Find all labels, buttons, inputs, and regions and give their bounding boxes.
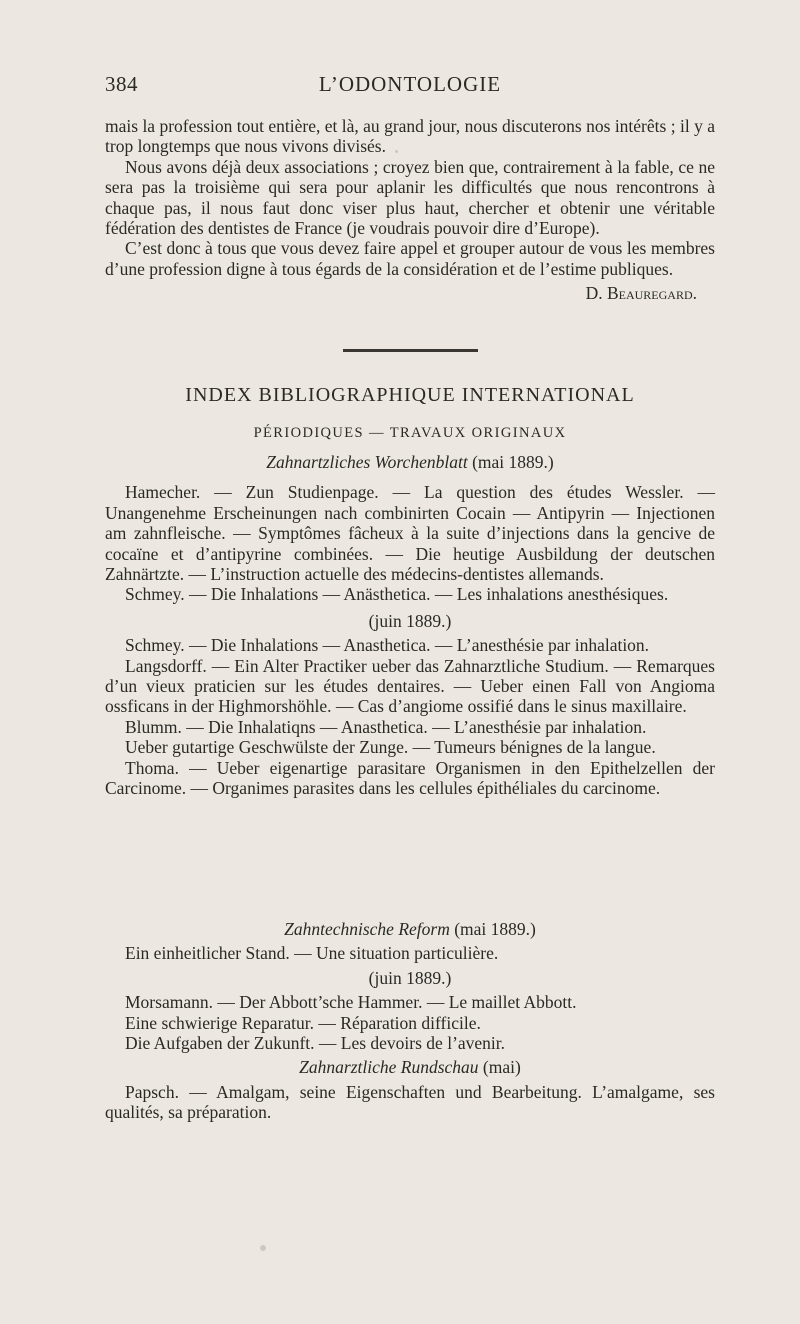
page-header [105,72,715,100]
journal-title: Zahnartzliches Worchenblatt [266,452,468,472]
entry: Langsdorff. — Ein Alter Practiker ueber das Zahnarztliche Studium. — Remarques d’un vieux praticien sur les études dentaires. — Ueber einen Fall von Angioma ossficans in der Highmorshöhle. — Cas d’angiome ossifié dans le sinus maxillaire. [105,655,715,717]
entry: Hamecher. — Zun Studienpage. — La question des études Wessler. — Unangenehme Erscheinungen nach combinirten Cocain — Antipyrin — Injectionen am zahnfleische. — Symptômes fâcheux à la suite d’injections dans la gencive de cocaïne et d’antipyrine combinées. — Die heutige Ausbildung der deutschen Zahnärtzte. — L’instruction actuelle des médecins-dentistes allemands. [105,482,715,585]
entry: Papsch. — Amalgam, seine Eigenschaften und Bearbeitung. L’amalgame, ses qualités, sa préparation. [105,1081,715,1123]
intro-text [105,116,715,304]
entry: Morsamann. — Der Abbott’sche Hammer. — Le maillet Abbott. [125,992,577,1013]
section-divider [343,349,478,352]
entry: Die Aufgaben der Zukunft. — Les devoirs de l’avenir. [125,1033,506,1054]
entry: Thoma. — Ueber eigenartige parasitare Organismen in den Epithelzellen der Carcinome. — Organimes parasites dans les cellules épithéliales du carcinome. [105,757,715,799]
entry: Ueber gutartige Geschwülste der Zunge. — Tumeurs bénignes de la langue. [125,737,656,758]
intro-paragraph: Nous avons déjà deux associations ; croyez bien que, contrairement à la fable, ce ne sera pas la troisième qui sera pour aplanir les difficultés que nous rencontrons à chaque pas, il nous faut donc viser plus haut, chercher et obtenir une véritable fédération des dentistes de France (je voudrais pouvoir dire d’Europe). [105,156,715,239]
intro-paragraph: mais la profession tout entière, et là, au grand jour, nous discuterons nos intérêts ; il y a trop longtemps que nous vivons divisés. [105,116,715,157]
index-heading: INDEX BIBLIOGRAPHIQUE INTERNATIONAL [185,384,635,406]
index-subheading: PÉRIODIQUES — TRAVAUX ORIGINAUX [253,425,567,441]
journal-date: (mai) [482,1057,521,1078]
running-title: L’ODONTOLOGIE [318,72,502,96]
journal-date: (mai 1889.) [472,452,554,472]
entry: Eine schwierige Reparatur. — Réparation difficile. [125,1012,481,1033]
journal-section-1 [105,452,715,799]
page-number: 384 [105,72,138,96]
intro-paragraph: C’est donc à tous que vous devez faire appel et grouper autour de vous les membres d’une profession digne à tous égards de la considération et de l’estime publiques. [105,238,715,279]
paper-spot [260,1245,266,1251]
entry: Ein einheitlicher Stand. — Une situation particulière. [125,943,499,964]
entry: Schmey. — Die Inhalations — Anasthetica. — L’anesthésie par inhalation. [125,635,650,656]
journal-section-2 [105,919,715,1123]
journal-title: Zahntechnische Reform [284,919,450,939]
journal-title: Zahnarztliche Rundschau [299,1057,479,1078]
signature: D. Beauregard. [585,283,697,304]
journal-date: (juin 1889.) [368,610,452,631]
paper-spot [395,150,398,153]
journal-date: (juin 1889.) [368,967,452,988]
entry: Schmey. — Die Inhalations — Anästhetica. — Les inhalations anesthésiques. [125,584,669,605]
entry: Blumm. — Die Inhalatiqns — Anasthetica. — L’anesthésie par inhalation. [125,716,647,737]
journal-date: (mai 1889.) [454,919,536,939]
